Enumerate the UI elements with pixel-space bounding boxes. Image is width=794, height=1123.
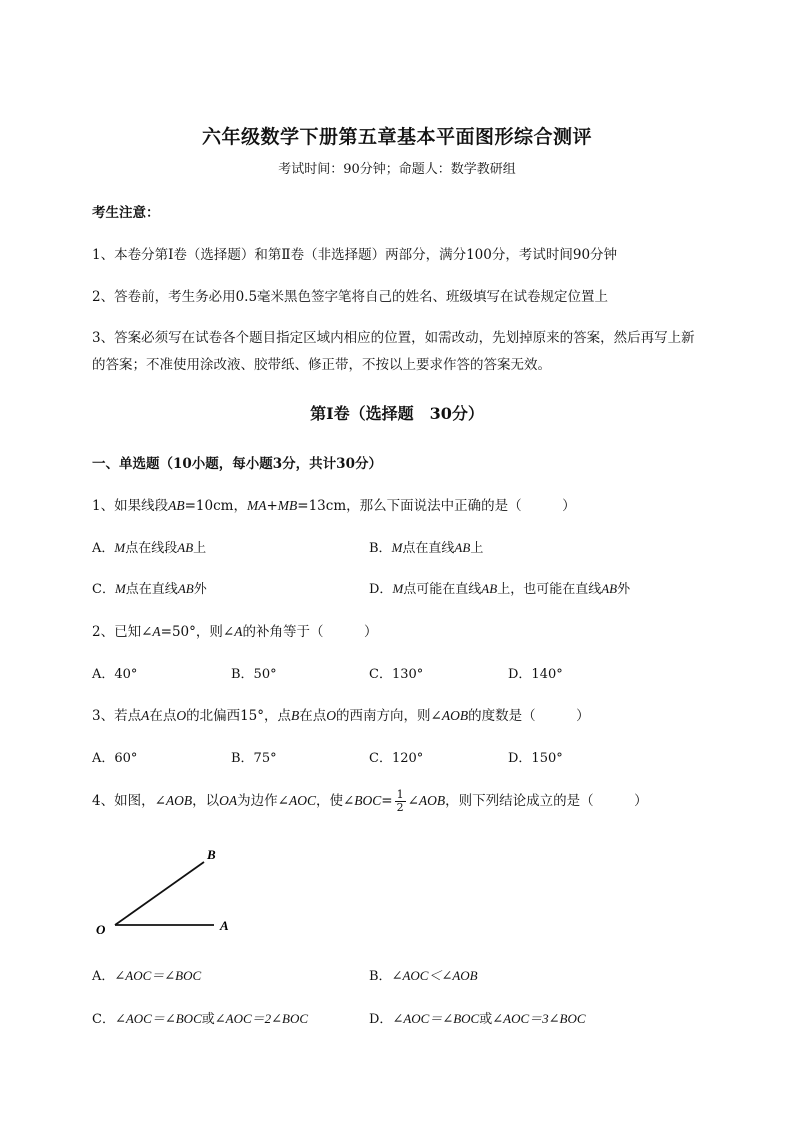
q3-var: A xyxy=(141,708,150,723)
option-letter: C． xyxy=(92,1012,115,1027)
option-letter: B． xyxy=(369,969,392,984)
notice-item-1: 1、本卷分第I卷（选择题）和第Ⅱ卷（非选择题）两部分，满分100分，考试时间90分钟 xyxy=(92,247,618,263)
notice-item-3-cont: 的答案；不准使用涂改液、胶带纸、修正带，不按以上要求作答的答案无效。 xyxy=(92,357,551,373)
option-text: 点在直线 xyxy=(402,541,455,556)
ray-ob xyxy=(115,862,204,925)
q3-option-d[interactable]: D．150° xyxy=(508,751,563,766)
option-letter: D． xyxy=(369,582,393,597)
option-expr: ∠AOC＝3∠BOC xyxy=(492,1011,586,1026)
q4-text: ，以 xyxy=(192,793,220,809)
q3-text: 在点 xyxy=(149,708,177,724)
q4-option-a[interactable] xyxy=(92,965,201,984)
q2-option-d[interactable]: D．140° xyxy=(508,667,563,682)
q1-var: AB xyxy=(168,498,185,513)
q2-var: A xyxy=(234,624,243,639)
notice-heading: 考生注意： xyxy=(92,205,160,221)
q4-text: = xyxy=(381,793,393,809)
fraction-numerator: 1 xyxy=(396,788,404,801)
q2-option-a[interactable]: A．40° xyxy=(92,667,138,682)
page-subtitle: 考试时间：90分钟；命题人：数学教研组 xyxy=(278,162,516,177)
q3-text: 的度数是（ ） xyxy=(468,708,590,724)
page-title: 六年级数学下册第五章基本平面图形综合测评 xyxy=(201,126,592,148)
q1-option-a[interactable] xyxy=(92,537,206,556)
q1-text: + xyxy=(266,498,278,514)
label-a: A xyxy=(220,918,229,933)
option-var: AB xyxy=(454,540,471,555)
q4-option-b[interactable] xyxy=(369,965,478,984)
q1-var: MA xyxy=(246,498,267,513)
option-text: 上 xyxy=(193,541,207,556)
q4-var: BOC xyxy=(354,793,382,808)
angle-figure xyxy=(88,840,248,940)
option-var: M xyxy=(114,581,126,596)
option-text: 或 xyxy=(201,1012,215,1027)
q4-var: AOC xyxy=(288,793,316,808)
q3-text: 的北偏西15°，点 xyxy=(186,708,292,724)
q4-option-d[interactable] xyxy=(369,1008,586,1027)
option-expr: ∠AOC＝∠BOC xyxy=(392,1011,480,1026)
option-text: 外 xyxy=(193,582,207,597)
question-4 xyxy=(92,788,648,814)
option-letter: B． xyxy=(369,541,392,556)
q4-text: ，使∠ xyxy=(315,793,355,809)
q4-var: AOB xyxy=(418,793,446,808)
question-2 xyxy=(92,620,377,640)
option-text: 上 xyxy=(470,541,484,556)
option-expr: ∠AOC＝2∠BOC xyxy=(214,1011,309,1026)
q1-text: 1、如果线段 xyxy=(92,498,169,514)
q3-var: O xyxy=(326,708,337,723)
q1-var: MB xyxy=(277,498,298,513)
option-expr: ∠AOC＝∠BOC xyxy=(114,968,202,983)
option-expr: ∠AOC＜∠AOB xyxy=(391,968,478,983)
q4-text: ，则下列结论成立的是（ ） xyxy=(445,793,648,809)
q2-text: 的补角等于（ ） xyxy=(242,624,378,640)
option-text: 或 xyxy=(479,1012,493,1027)
option-var: M xyxy=(391,540,403,555)
q4-text: 4、如图，∠ xyxy=(92,793,166,809)
fraction-denominator: 2 xyxy=(396,801,404,814)
q1-text: =10cm， xyxy=(184,498,247,514)
question-3 xyxy=(92,704,590,724)
option-text: 上，也可能在直线 xyxy=(497,582,602,597)
label-b: B xyxy=(207,847,216,862)
q1-text: =13cm，那么下面说法中正确的是（ ） xyxy=(297,498,576,514)
q3-text: 在点 xyxy=(299,708,327,724)
option-expr: ∠AOC＝∠BOC xyxy=(114,1011,202,1026)
option-text: 点可能在直线 xyxy=(403,582,482,597)
q2-text: =50°，则∠ xyxy=(160,624,235,640)
notice-item-3: 3、答案必须写在试卷各个题目指定区域内相应的位置，如需改动，先划掉原来的答案，然后再写上新 xyxy=(92,330,695,346)
q2-var: A xyxy=(152,624,161,639)
option-text: 外 xyxy=(617,582,631,597)
option-var: M xyxy=(114,540,126,555)
q3-var: AOB xyxy=(441,708,469,723)
q4-text: 为边作∠ xyxy=(237,793,289,809)
option-letter: D． xyxy=(369,1012,393,1027)
part-heading: 一、单选题（10小题，每小题3分，共计30分） xyxy=(92,456,382,472)
option-text: 点在直线 xyxy=(125,582,178,597)
q2-option-c[interactable]: C．130° xyxy=(369,667,424,682)
q2-option-b[interactable]: B．50° xyxy=(231,667,277,682)
option-var: AB xyxy=(177,581,194,596)
option-var: AB xyxy=(481,581,498,596)
q3-var: O xyxy=(176,708,187,723)
q2-text: 2、已知∠ xyxy=(92,624,153,640)
q3-var: B xyxy=(291,708,300,723)
fraction xyxy=(395,789,406,814)
q3-option-a[interactable]: A．60° xyxy=(92,751,138,766)
question-1 xyxy=(92,494,576,514)
option-text: 点在线段 xyxy=(125,541,178,556)
label-o: O xyxy=(96,922,106,937)
q3-text: 3、若点 xyxy=(92,708,142,724)
q1-option-b[interactable] xyxy=(369,537,483,556)
option-letter: C． xyxy=(92,582,115,597)
q4-option-c[interactable] xyxy=(92,1008,308,1027)
option-var: M xyxy=(392,581,404,596)
q4-text: ∠ xyxy=(407,793,419,809)
option-var: AB xyxy=(177,540,194,555)
q1-option-d[interactable] xyxy=(369,578,630,597)
q3-option-c[interactable]: C．120° xyxy=(369,751,424,766)
q3-text: 的西南方向，则∠ xyxy=(336,708,442,724)
option-letter: A． xyxy=(92,541,115,556)
q4-var: AOB xyxy=(165,793,193,808)
option-var: AB xyxy=(601,581,618,596)
option-letter: A． xyxy=(92,969,115,984)
section-title: 第I卷（选择题 30分） xyxy=(310,404,484,423)
q3-option-b[interactable]: B．75° xyxy=(231,751,277,766)
q4-var: OA xyxy=(219,793,238,808)
q1-option-c[interactable] xyxy=(92,578,207,597)
notice-item-2: 2、答卷前，考生务必用0.5毫米黑色签字笔将自己的姓名、班级填写在试卷规定位置上 xyxy=(92,289,609,305)
